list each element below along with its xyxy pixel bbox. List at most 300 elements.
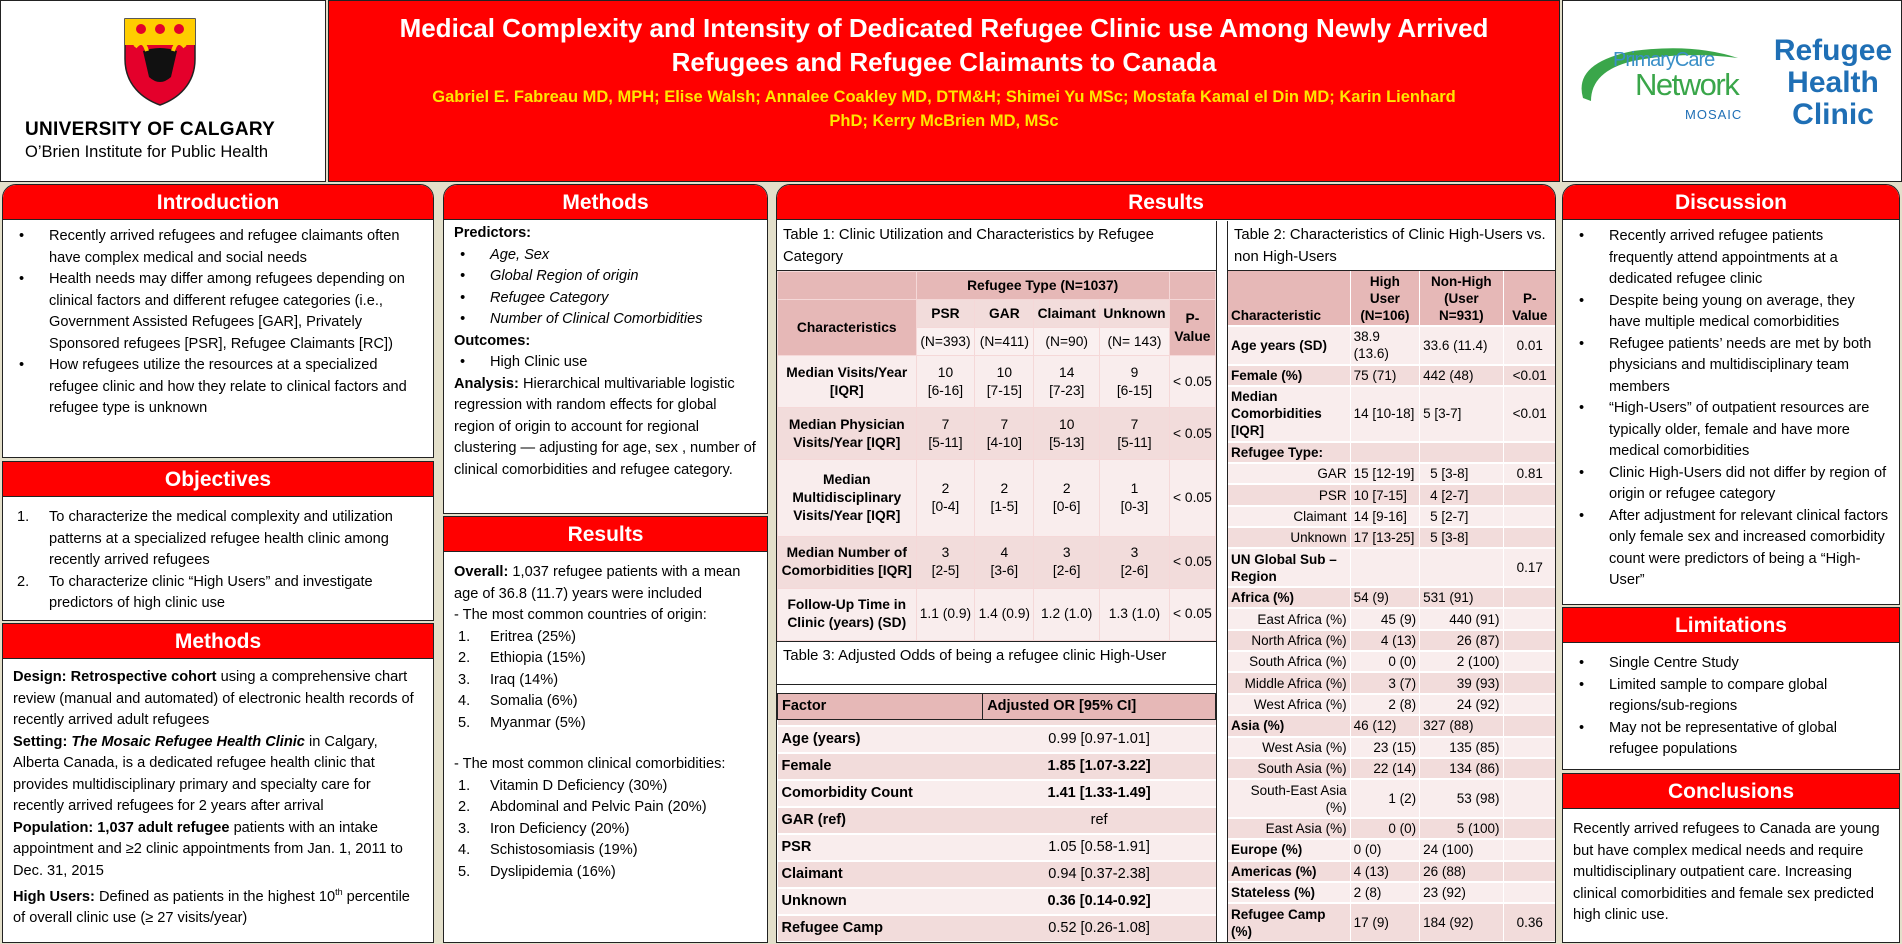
pcn-mosaic: MOSAIC xyxy=(1685,107,1743,122)
adjusted-or: ref xyxy=(983,807,1216,834)
list-item xyxy=(1573,226,1889,291)
text-run: Defined as patients in the highest 10 xyxy=(98,888,336,905)
high-user-value: 38.9 (13.6) xyxy=(1350,326,1420,365)
table1-group-header: Refugee Type (N=1037) xyxy=(916,272,1169,300)
row-label: Median Comorbidities [IQR] xyxy=(1228,386,1350,442)
table-cell: 7 [5-11] xyxy=(1100,408,1170,460)
item-number: 3. xyxy=(458,820,471,837)
row-label: PSR xyxy=(1228,484,1350,505)
high-user-value: 17 [13-25] xyxy=(1350,527,1420,548)
table1-column-header: Claimant xyxy=(1034,300,1100,328)
section-title: Objectives xyxy=(3,462,433,497)
predictors-list xyxy=(454,245,757,331)
table-row xyxy=(1228,484,1556,505)
factor: Unknown xyxy=(778,888,983,915)
p-value xyxy=(1503,861,1556,882)
list-item xyxy=(454,819,757,841)
non-high-value xyxy=(1420,548,1503,587)
table1-spacer xyxy=(1169,272,1215,300)
university-name: UNIVERSITY OF CALGARY xyxy=(25,119,276,140)
high-user-value: 22 (14) xyxy=(1350,758,1420,779)
p-value xyxy=(1503,715,1556,736)
p-value xyxy=(1503,608,1556,629)
table-cell: 7 [5-11] xyxy=(916,408,975,460)
list-item xyxy=(13,507,423,572)
item-number: 3. xyxy=(458,671,471,688)
table1-column-header: Unknown xyxy=(1100,300,1170,328)
table1 xyxy=(777,271,1216,641)
table-row xyxy=(778,356,1216,408)
row-label: West Asia (%) xyxy=(1228,737,1350,758)
table-row xyxy=(778,915,1216,942)
list-item xyxy=(454,352,757,374)
university-of-calgary-logo xyxy=(0,0,326,182)
pcn-primary: PrimaryCare xyxy=(1613,49,1715,71)
table-row xyxy=(1228,608,1556,629)
high-user-value: 4 (13) xyxy=(1350,630,1420,651)
p-value: 0.36 xyxy=(1503,903,1556,942)
list-item xyxy=(1573,291,1889,334)
item-number: 2. xyxy=(458,799,471,815)
table-row xyxy=(1228,651,1556,672)
item-number: 1. xyxy=(458,777,471,794)
row-label: Median Visits/Year [IQR] xyxy=(778,356,917,408)
list-item xyxy=(454,797,757,819)
item-text: May not be representative of global refugee populations xyxy=(1609,719,1837,757)
table-cell: 3 [2-6] xyxy=(1034,536,1100,588)
list-item xyxy=(1573,334,1889,399)
row-label: West Africa (%) xyxy=(1228,694,1350,715)
item-text: Eritrea (25%) xyxy=(490,628,576,645)
table-row xyxy=(1228,672,1556,693)
item-text: How refugees utilize the resources at a specialized refugee clinic and how they relate to clinical factors and refugee type is unknown xyxy=(49,357,407,416)
factor: PSR xyxy=(778,834,983,861)
section-title: Introduction xyxy=(3,185,433,220)
text-run: th xyxy=(335,887,343,897)
table-row xyxy=(778,588,1216,640)
item-text: Global Region of origin xyxy=(490,268,639,284)
section-title: Conclusions xyxy=(1563,774,1899,809)
row-label: Refugee Camp (%) xyxy=(1228,903,1350,942)
table-cell: 14 [7-23] xyxy=(1034,356,1100,408)
p-value xyxy=(1503,779,1556,818)
table2-header: Non-High (User N=931) xyxy=(1420,271,1503,326)
item-text: Myanmar (5%) xyxy=(490,714,586,731)
analysis-text xyxy=(454,374,757,482)
item-text: Limited sample to compare global regions/sub-regions xyxy=(1609,676,1828,714)
table2-header: Characteristic xyxy=(1228,271,1350,326)
comorbidities-intro: - The most common clinical comorbidities: xyxy=(454,756,726,772)
row-label: Median Multidisciplinary Visits/Year [IQR] xyxy=(778,460,917,536)
row-label: Refugee Type: xyxy=(1228,442,1350,463)
high-user-value: 0 (0) xyxy=(1350,839,1420,860)
p-value xyxy=(1503,587,1556,608)
list-item xyxy=(1573,653,1889,675)
list-item xyxy=(1573,506,1889,592)
p-value: < 0.05 xyxy=(1169,408,1215,460)
high-user-value: 3 (7) xyxy=(1350,672,1420,693)
table-cell: 1 [0-3] xyxy=(1100,460,1170,536)
institute-name: O’Brien Institute for Public Health xyxy=(25,143,269,161)
table-row xyxy=(778,807,1216,834)
outcomes-list xyxy=(454,352,757,374)
non-high-value: 5 [3-7] xyxy=(1420,386,1503,442)
non-high-value: 440 (91) xyxy=(1420,608,1503,629)
table-cell: 3 [2-6] xyxy=(1100,536,1170,588)
table-row xyxy=(778,460,1216,536)
poster-title: Medical Complexity and Intensity of Dedicated Refugee Clinic use Among Newly Arrived Refugees and Refugee Claimants to Canada xyxy=(399,13,1489,77)
row-label: North Africa (%) xyxy=(1228,630,1350,651)
non-high-value: 5 [3-8] xyxy=(1420,527,1503,548)
non-high-value: 5 [2-7] xyxy=(1420,506,1503,527)
text-run: using a comprehensive chart review (manual and automated) of electronic health records of recently arrived adult refugees xyxy=(13,669,414,728)
spacer-cell xyxy=(778,719,1216,726)
table-row xyxy=(1228,442,1556,463)
table-cell: 2 [0-4] xyxy=(916,460,975,536)
high-user-value: 46 (12) xyxy=(1350,715,1420,736)
rhc-line: Clinic xyxy=(1792,98,1874,131)
table-cell: 2 [0-6] xyxy=(1034,460,1100,536)
conclusions-text: Recently arrived refugees to Canada are young but have complex medical needs and require multidisciplinary outpatient care. Increasing clinical comorbidities and female sex predicted high clinic use. xyxy=(1573,821,1880,923)
text-run: Population: 1,037 adult refugee xyxy=(13,819,230,836)
table1-n-cell: (N= 143) xyxy=(1100,328,1170,356)
item-number: 1. xyxy=(458,628,471,645)
p-value xyxy=(1503,758,1556,779)
high-user-value: 10 [7-15] xyxy=(1350,484,1420,505)
list-item xyxy=(1573,463,1889,506)
table-row xyxy=(1228,839,1556,860)
table3-caption: Table 3: Adjusted Odds of being a refugee clinic High-User xyxy=(777,641,1216,685)
item-text: Abdominal and Pelvic Pain (20%) xyxy=(490,799,707,815)
high-user-value: 17 (9) xyxy=(1350,903,1420,942)
item-number: 4. xyxy=(458,693,471,709)
list-item xyxy=(454,862,757,884)
item-text: Iraq (14%) xyxy=(490,671,559,688)
table-row xyxy=(1228,694,1556,715)
list-item xyxy=(454,648,757,670)
table-row xyxy=(1228,527,1556,548)
table-row xyxy=(778,726,1216,753)
table-cell: 1.3 (1.0) xyxy=(1100,588,1170,640)
p-value: < 0.05 xyxy=(1169,356,1215,408)
high-user-value: 14 [10-18] xyxy=(1350,386,1420,442)
p-value: 0.17 xyxy=(1503,548,1556,587)
countries-intro: - The most common countries of origin: xyxy=(454,607,707,623)
row-label: South Asia (%) xyxy=(1228,758,1350,779)
item-text: Age, Sex xyxy=(490,246,550,263)
non-high-value: 26 (87) xyxy=(1420,630,1503,651)
table-row xyxy=(1228,818,1556,839)
text-run: percentile of overall clinic use (≥ 27 visits/year) xyxy=(13,888,410,927)
list-item xyxy=(13,355,423,420)
item-text: Ethiopia (15%) xyxy=(490,650,586,666)
non-high-value: 184 (92) xyxy=(1420,903,1503,942)
factor: Refugee Camp xyxy=(778,915,983,942)
results-left-panel xyxy=(443,516,768,943)
p-value: <0.01 xyxy=(1503,386,1556,442)
table-cell: 10 [5-13] xyxy=(1034,408,1100,460)
high-user-value: 1 (2) xyxy=(1350,779,1420,818)
text-run: patients with an intake appointment and ≥2 clinic appointments from Jan. 1, 2011 to Dec. 31, 2015 xyxy=(13,819,403,879)
item-number: 2. xyxy=(17,573,30,590)
table-row xyxy=(778,888,1216,915)
university-shield-icon xyxy=(121,15,199,107)
row-label: Female (%) xyxy=(1228,365,1350,386)
refugee-health-clinic-logo xyxy=(1768,35,1898,131)
methods-body xyxy=(3,659,433,930)
limitations-list xyxy=(1573,653,1889,761)
adjusted-or: 0.94 [0.37-2.38] xyxy=(983,861,1216,888)
table-row xyxy=(1228,463,1556,484)
pcn-network: Network xyxy=(1635,67,1739,102)
section-title: Results xyxy=(777,185,1555,220)
table-row xyxy=(1228,326,1556,365)
predictors-label: Predictors: xyxy=(454,225,532,241)
high-user-value: 45 (9) xyxy=(1350,608,1420,629)
row-label: UN Global Sub – Region xyxy=(1228,548,1350,587)
text-run: 1,037 refugee patients with a mean age of 36.8 (11.7) years were included xyxy=(454,564,741,602)
high-user-value xyxy=(1350,548,1420,587)
non-high-value: 531 (91) xyxy=(1420,587,1503,608)
row-label: Americas (%) xyxy=(1228,861,1350,882)
p-value: < 0.05 xyxy=(1169,460,1215,536)
list-item xyxy=(1573,398,1889,463)
section-title: Discussion xyxy=(1563,185,1899,220)
item-text: “High-Users” of outpatient resources are typically older, female and have more medical comorbidities xyxy=(1609,400,1870,459)
list-item xyxy=(13,572,423,615)
table3-spacer-row xyxy=(778,719,1216,726)
table-row xyxy=(1228,758,1556,779)
row-label: Africa (%) xyxy=(1228,587,1350,608)
item-number: 5. xyxy=(458,863,471,880)
section-title: Limitations xyxy=(1563,608,1899,643)
text-run: The Mosaic Refugee Health Clinic xyxy=(71,733,305,750)
results-panel xyxy=(776,184,1556,943)
text-run: High Users: xyxy=(13,888,99,905)
table-row xyxy=(1228,903,1556,942)
table1-header-row xyxy=(778,272,1216,300)
table1-column-header: PSR xyxy=(916,300,975,328)
row-label: East Africa (%) xyxy=(1228,608,1350,629)
objectives-list xyxy=(13,507,423,615)
table-cell: 9 [6-15] xyxy=(1100,356,1170,408)
table2-area xyxy=(1227,221,1556,943)
adjusted-or: 1.41 [1.33-1.49] xyxy=(983,780,1216,807)
non-high-value: 26 (88) xyxy=(1420,861,1503,882)
factor: Age (years) xyxy=(778,726,983,753)
item-number: 5. xyxy=(458,714,471,731)
table-row xyxy=(778,753,1216,780)
table2-header: P-Value xyxy=(1503,271,1556,326)
p-value xyxy=(1503,882,1556,903)
non-high-value: 24 (92) xyxy=(1420,694,1503,715)
table-cell: 1.4 (0.9) xyxy=(975,588,1034,640)
table2-header: High User (N=106) xyxy=(1350,271,1420,326)
row-label: Median Physician Visits/Year [IQR] xyxy=(778,408,917,460)
list-item xyxy=(1573,675,1889,718)
table3-header: Adjusted OR [95% CI] xyxy=(983,694,1216,720)
row-label: Unknown xyxy=(1228,527,1350,548)
non-high-value: 135 (85) xyxy=(1420,737,1503,758)
table-row xyxy=(1228,548,1556,587)
item-number: 1. xyxy=(17,509,30,525)
list-item xyxy=(454,713,757,735)
item-text: Iron Deficiency (20%) xyxy=(490,820,630,837)
p-value xyxy=(1503,818,1556,839)
table1-n-cell: (N=393) xyxy=(916,328,975,356)
table1-n-cell: (N=411) xyxy=(975,328,1034,356)
factor: Claimant xyxy=(778,861,983,888)
adjusted-or: 1.85 [1.07-3.22] xyxy=(983,753,1216,780)
list-item xyxy=(454,266,757,288)
methods-paragraph xyxy=(13,667,423,732)
table2-caption: Table 2: Characteristics of Clinic High-Users vs. non High-Users xyxy=(1228,221,1556,271)
methods-paragraph xyxy=(13,818,423,883)
table1-header-row xyxy=(778,300,1216,328)
row-label: East Asia (%) xyxy=(1228,818,1350,839)
table3-header: Factor xyxy=(778,694,983,720)
list-item xyxy=(13,226,423,269)
high-user-value: 23 (15) xyxy=(1350,737,1420,758)
high-user-value: 4 (13) xyxy=(1350,861,1420,882)
p-value xyxy=(1503,506,1556,527)
adjusted-or: 1.05 [0.58-1.91] xyxy=(983,834,1216,861)
non-high-value: 24 (100) xyxy=(1420,839,1503,860)
item-text: To characterize clinic “High Users” and investigate predictors of high clinic use xyxy=(49,573,373,611)
p-value xyxy=(1503,651,1556,672)
table-row xyxy=(1228,365,1556,386)
table-row xyxy=(1228,630,1556,651)
table-cell: 7 [4-10] xyxy=(975,408,1034,460)
list-item xyxy=(454,776,757,798)
methods-paragraph xyxy=(13,732,423,818)
table1-spacer xyxy=(778,272,917,300)
p-value: 0.01 xyxy=(1503,326,1556,365)
text-run: Setting: xyxy=(13,733,72,750)
table-row xyxy=(1228,506,1556,527)
list-item xyxy=(13,269,423,355)
methods-left-panel xyxy=(2,623,434,943)
high-user-value: 0 (0) xyxy=(1350,818,1420,839)
p-value xyxy=(1503,737,1556,758)
item-text: Clinic High-Users did not differ by region of origin or refugee category xyxy=(1609,464,1887,502)
table1-p-header: P- Value xyxy=(1169,300,1215,356)
non-high-value: 134 (86) xyxy=(1420,758,1503,779)
objectives-panel xyxy=(2,461,434,621)
p-value xyxy=(1503,527,1556,548)
non-high-value: 5 (100) xyxy=(1420,818,1503,839)
item-number: 4. xyxy=(458,842,471,858)
item-text: Recently arrived refugees and refugee claimants often have complex medical and social needs xyxy=(49,228,400,266)
methods-paragraph xyxy=(13,882,423,930)
non-high-value: 33.6 (11.4) xyxy=(1420,326,1503,365)
adjusted-or: 0.99 [0.97-1.01] xyxy=(983,726,1216,753)
non-high-value xyxy=(1420,442,1503,463)
text-run: Hierarchical multivariable logistic regression with random effects for global region of origin to account for regional clustering — adjusting for age, sex , number of clinical comorbidities and refugee category. xyxy=(454,375,756,478)
list-item xyxy=(454,691,757,713)
section-title: Methods xyxy=(3,624,433,659)
table1-char-header: Characteristics xyxy=(778,300,917,356)
table-cell: 3 [2-5] xyxy=(916,536,975,588)
row-label: Stateless (%) xyxy=(1228,882,1350,903)
table-row xyxy=(1228,861,1556,882)
list-item xyxy=(454,840,757,862)
table2-header-row xyxy=(1228,271,1556,326)
list-item xyxy=(454,288,757,310)
table-row xyxy=(1228,779,1556,818)
poster-header xyxy=(328,0,1560,182)
item-text: Despite being young on average, they have multiple medical comorbidities xyxy=(1609,292,1855,330)
row-label: South-East Asia (%) xyxy=(1228,779,1350,818)
table-cell: 4 [3-6] xyxy=(975,536,1034,588)
table-row xyxy=(778,834,1216,861)
text-run: in Calgary, Alberta Canada, is a dedicated refugee health clinic that provides multidisciplinary primary and specialty care for recently arrived refugees for 2 years after arrival xyxy=(13,733,378,814)
countries-list xyxy=(454,627,757,735)
adjusted-or: 0.52 [0.26-1.08] xyxy=(983,915,1216,942)
section-title: Results xyxy=(444,517,767,552)
table1-n-cell: (N=90) xyxy=(1034,328,1100,356)
table-row xyxy=(778,408,1216,460)
p-value: < 0.05 xyxy=(1169,536,1215,588)
high-user-value: 0 (0) xyxy=(1350,651,1420,672)
row-label: Follow-Up Time in Clinic (years) (SD) xyxy=(778,588,917,640)
high-user-value: 14 [9-16] xyxy=(1350,506,1420,527)
item-text: Health needs may differ among refugees depending on clinical factors and different refugee categories (i.e., Government Assisted Refugees [GAR], Privately Sponsored refugees [PSR], Refugee Claimants [RC]) xyxy=(49,271,405,352)
methods-right-panel xyxy=(443,184,768,514)
non-high-value: 327 (88) xyxy=(1420,715,1503,736)
adjusted-or: 0.36 [0.14-0.92] xyxy=(983,888,1216,915)
item-text: Refugee Category xyxy=(490,289,609,306)
comorbidities-list xyxy=(454,776,757,884)
high-user-value: 2 (8) xyxy=(1350,882,1420,903)
non-high-value: 23 (92) xyxy=(1420,882,1503,903)
list-item xyxy=(454,670,757,692)
pcn-mosaic-logo xyxy=(1573,39,1748,129)
table-row xyxy=(778,861,1216,888)
table-row xyxy=(1228,587,1556,608)
p-value xyxy=(1503,630,1556,651)
list-item xyxy=(454,627,757,649)
row-label: Claimant xyxy=(1228,506,1350,527)
limitations-panel xyxy=(1562,607,1900,770)
rhc-line: Refugee xyxy=(1773,34,1893,67)
text-run: Analysis: xyxy=(454,375,523,392)
p-value xyxy=(1503,672,1556,693)
non-high-value: 5 [3-8] xyxy=(1420,463,1503,484)
overall-text xyxy=(454,562,757,605)
item-text: Schistosomiasis (19%) xyxy=(490,842,638,858)
row-label: Age years (SD) xyxy=(1228,326,1350,365)
high-user-value: 2 (8) xyxy=(1350,694,1420,715)
introduction-panel xyxy=(2,184,434,458)
table-row xyxy=(1228,386,1556,442)
rhc-line: Health xyxy=(1787,66,1879,99)
factor: Comorbidity Count xyxy=(778,780,983,807)
item-text: Number of Clinical Comorbidities xyxy=(490,311,703,327)
p-value: <0.01 xyxy=(1503,365,1556,386)
conclusions-panel xyxy=(1562,773,1900,943)
item-text: Recently arrived refugee patients frequently attend appointments at a dedicated refugee clinic xyxy=(1609,228,1838,287)
table2 xyxy=(1228,271,1556,943)
table-row xyxy=(1228,882,1556,903)
introduction-list xyxy=(13,226,423,420)
outcomes-label: Outcomes: xyxy=(454,332,531,349)
p-value: 0.81 xyxy=(1503,463,1556,484)
table1-column-header: GAR xyxy=(975,300,1034,328)
table1-area xyxy=(777,221,1217,943)
table-row xyxy=(778,536,1216,588)
table-cell: 1.1 (0.9) xyxy=(916,588,975,640)
